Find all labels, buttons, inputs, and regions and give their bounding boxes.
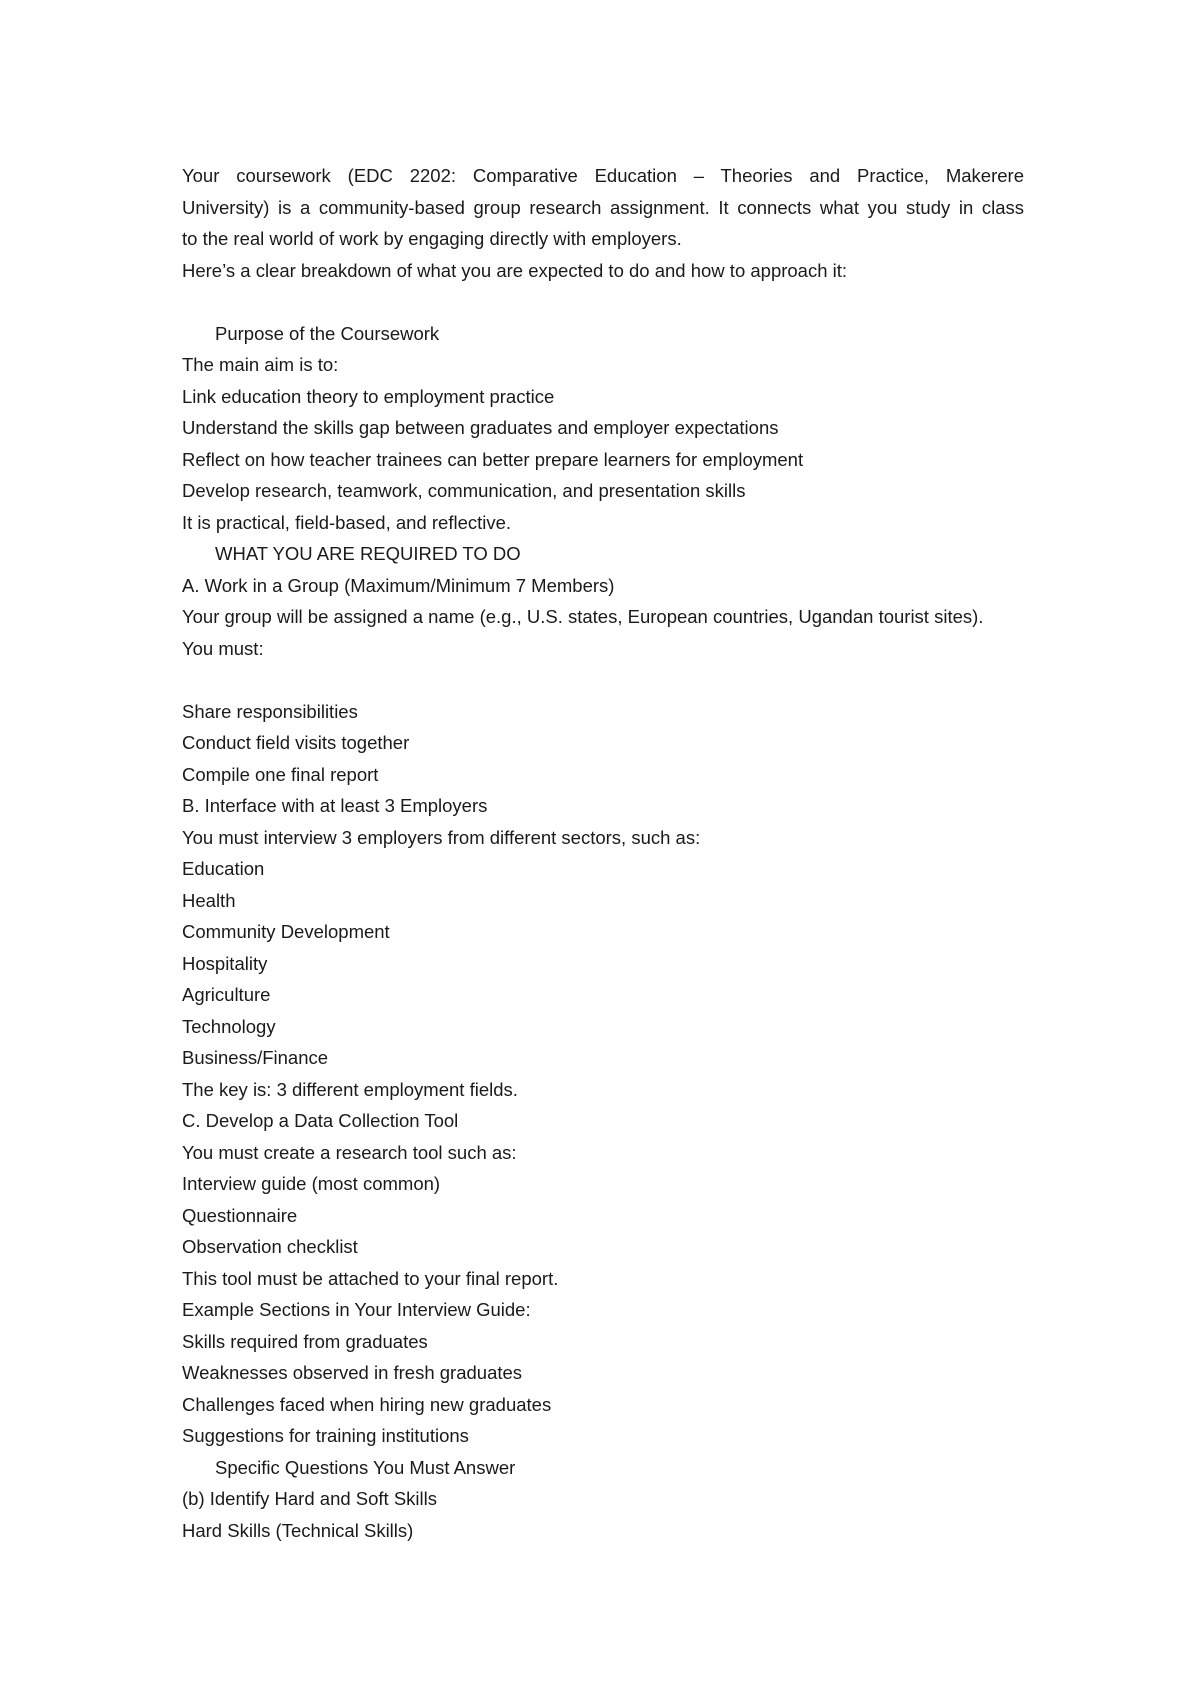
example-heading: Example Sections in Your Interview Guide: [182, 1299, 531, 1320]
section-a-item: Compile one final report [182, 763, 379, 785]
intro-breakdown-line: Here’s a clear breakdown of what you are expected to do and how to approach it: [182, 259, 848, 281]
purpose-lead: The main aim is to: [182, 354, 339, 375]
example-item: Suggestions for training institutions [182, 1425, 469, 1446]
example-item: Weaknesses observed in fresh graduates [182, 1362, 523, 1383]
purpose-item: Develop research, teamwork, communication, and presentation skills [182, 480, 746, 501]
required-heading: WHAT YOU ARE REQUIRED TO DO [215, 543, 521, 564]
sector-item: Education [182, 858, 265, 879]
document-body [182, 160, 1024, 1546]
section-a-lead: You must: [182, 637, 264, 659]
specific-item-b: (b) Identify Hard and Soft Skills [182, 1488, 437, 1509]
purpose-item: Understand the skills gap between graduates and employer expectations [182, 417, 779, 438]
section-b-title: B. Interface with at least 3 Employers [182, 795, 488, 816]
blank-line [182, 286, 1024, 318]
intro-line: Your coursework (EDC 2202: Comparative Education – Theories and Practice, Makerere [182, 165, 1024, 186]
tool-item: Interview guide (most common) [182, 1173, 441, 1194]
tool-item: Questionnaire [182, 1204, 298, 1226]
section-a-item: Conduct field visits together [182, 732, 410, 753]
section-a-title: A. Work in a Group (Maximum/Minimum 7 Members) [182, 574, 615, 596]
tool-item: Observation checklist [182, 1236, 358, 1257]
intro-line: University) is a community-based group research assignment. It connects what you study in class [182, 196, 1024, 218]
sector-item: Business/Finance [182, 1047, 329, 1068]
specific-heading: Specific Questions You Must Answer [215, 1456, 516, 1478]
sector-item: Health [182, 889, 236, 911]
example-item: Skills required from graduates [182, 1330, 428, 1352]
section-c-lead: You must create a research tool such as: [182, 1141, 517, 1163]
intro-line: to the real world of work by engaging directly with employers. [182, 228, 682, 249]
section-c-title: C. Develop a Data Collection Tool [182, 1110, 459, 1131]
sector-item: Agriculture [182, 984, 271, 1005]
section-a-text: Your group will be assigned a name (e.g., U.S. states, European countries, Ugandan tourist sites). [182, 606, 984, 627]
sector-item: Hospitality [182, 952, 268, 974]
section-c-note: This tool must be attached to your final report. [182, 1267, 559, 1289]
example-item: Challenges faced when hiring new graduates [182, 1393, 552, 1415]
section-b-lead: You must interview 3 employers from different sectors, such as: [182, 826, 701, 848]
sector-item: Community Development [182, 921, 390, 942]
section-a-item: Share responsibilities [182, 700, 358, 722]
section-b-key: The key is: 3 different employment fields. [182, 1078, 518, 1100]
purpose-item: Reflect on how teacher trainees can better prepare learners for employment [182, 448, 804, 470]
sector-item: Technology [182, 1015, 276, 1037]
purpose-summary: It is practical, field-based, and reflective. [182, 511, 512, 533]
hard-skills-heading: Hard Skills (Technical Skills) [182, 1519, 414, 1541]
purpose-heading: Purpose of the Coursework [215, 322, 440, 344]
purpose-item: Link education theory to employment practice [182, 385, 555, 407]
blank-line [182, 664, 1024, 696]
intro-paragraph [182, 160, 1024, 255]
